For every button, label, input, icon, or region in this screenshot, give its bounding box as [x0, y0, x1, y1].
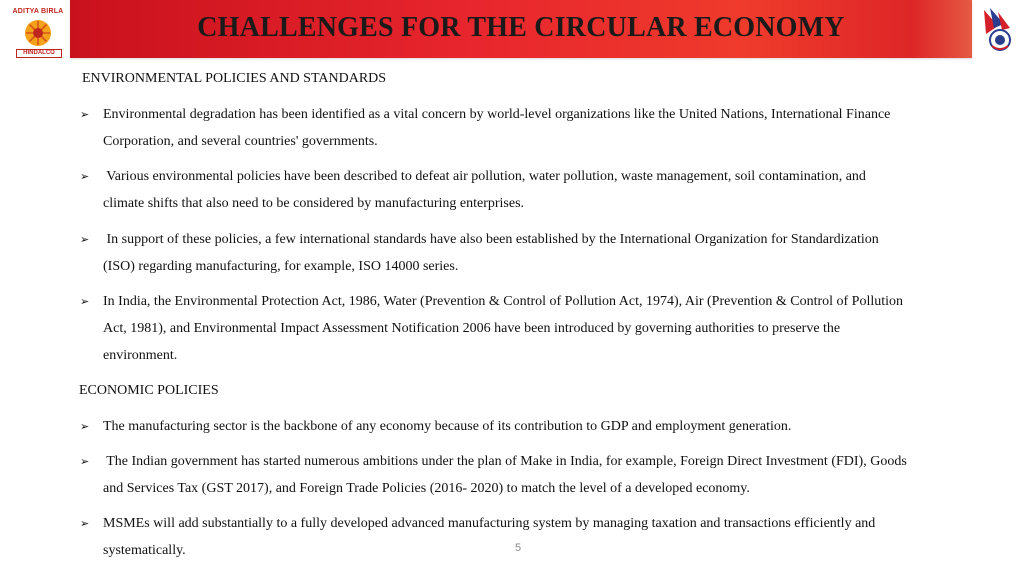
bullet-item [80, 163, 980, 217]
bullet-item [80, 226, 980, 280]
bullet-item [80, 288, 980, 369]
page-title: CHALLENGES FOR THE CIRCULAR ECONOMY [197, 12, 845, 43]
bullet-item [80, 448, 980, 502]
section-heading-environmental: ENVIRONMENTAL POLICIES AND STANDARDS [82, 71, 387, 86]
arrow-bullet-icon: ➢ [80, 455, 90, 468]
bullet-line: MSMEs will add substantially to a fully developed advanced manufacturing system by managing taxation and transactions efficiently and [103, 516, 876, 531]
logo-top-text: ADITYA BIRLA [12, 8, 64, 15]
arrow-bullet-icon: ➢ [80, 420, 90, 433]
arrow-bullet-icon: ➢ [80, 517, 90, 530]
bullet-line: climate shifts that also need to be considered by manufacturing enterprises. [103, 196, 525, 211]
bullet-line: Act, 1981), and Environmental Impact Assessment Notification 2006 have been introduced by governing authorities to preserve the [103, 321, 841, 336]
bullet-item [80, 510, 980, 564]
bullet-line: Corporation, and several countries' governments. [103, 134, 378, 149]
bullet-line: In India, the Environmental Protection Act, 1986, Water (Prevention & Control of Pollution Act, 1974), Air (Prevention & Control of Pollution [103, 294, 904, 309]
bullet-line: systematically. [103, 543, 186, 558]
arrow-bullet-icon: ➢ [80, 295, 90, 308]
bullet-line: The Indian government has started numerous ambitions under the plan of Make in India, for example, Foreign Direct Investment (FDI), Goods [103, 454, 907, 469]
bullet-line: Various environmental policies have been described to defeat air pollution, water pollution, waste management, soil contamination, and [103, 169, 866, 184]
bullet-item [80, 101, 980, 155]
arrow-bullet-icon: ➢ [80, 170, 90, 183]
arrow-bullet-icon: ➢ [80, 233, 90, 246]
page-number: 5 [514, 542, 522, 554]
arrow-bullet-icon: ➢ [80, 108, 90, 121]
bullet-line: (ISO) regarding manufacturing, for example, ISO 14000 series. [103, 259, 459, 274]
bullet-line: and Services Tax (GST 2017), and Foreign Trade Policies (2016- 2020) to match the level of a developed economy. [103, 481, 750, 496]
logo-bottom-text: HINDALCO [16, 49, 62, 58]
section-heading-economic: ECONOMIC POLICIES [79, 383, 219, 398]
bullet-item [80, 413, 980, 440]
bullet-line: The manufacturing sector is the backbone of any economy because of its contribution to GDP and employment generation. [103, 419, 792, 434]
bullet-line: environment. [103, 348, 178, 363]
bullet-line: In support of these policies, a few international standards have also been established by the International Organization for Standardization [103, 232, 879, 247]
bullet-line: Environmental degradation has been identified as a vital concern by world-level organizations like the United Nations, International Finance [103, 107, 891, 122]
